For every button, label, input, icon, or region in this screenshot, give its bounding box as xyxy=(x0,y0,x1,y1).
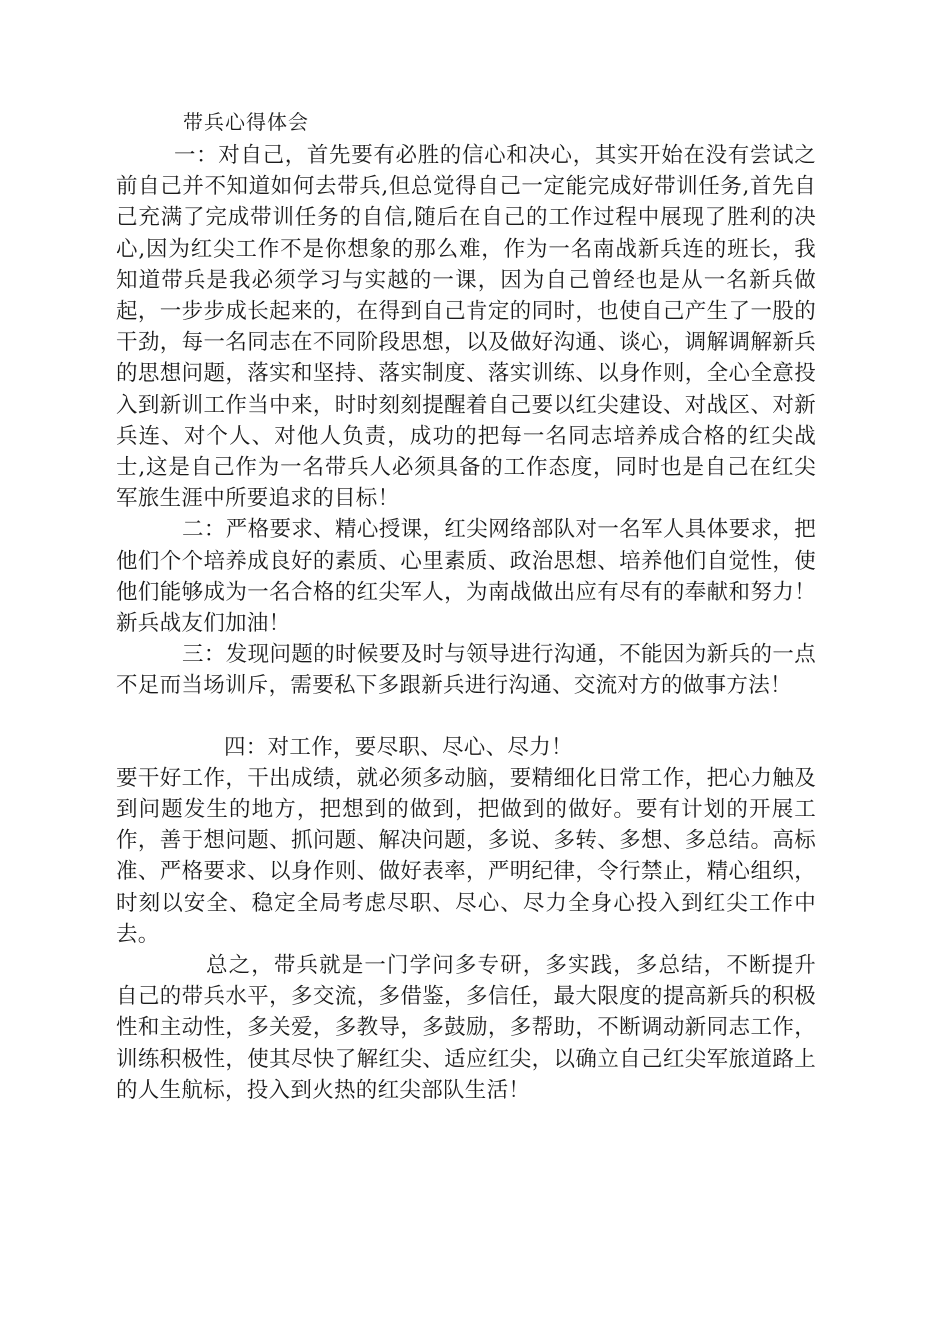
document-title: 带兵心得体会 xyxy=(183,110,309,134)
paragraph-four-body: 要干好工作，干出成绩，就必须多动脑，要精细化日常工作，把心力触及到问题发生的地方，把想到的做到，把做到的做好。要有计划的开展工作，善于想问题、抓问题、解决问题，多说、多转、多想、多总结。高标准、严格要求、以身作则、做好表率，严明纪律，令行禁止，精心组织，时刻以安全、稳定全局考虑尽职、尽心、尽力全身心投入到红尖工作中去。 xyxy=(116,765,816,947)
paragraph-four-heading: 四：对工作，要尽职、尽心、尽力！ xyxy=(224,734,573,760)
document-body xyxy=(116,140,816,1106)
paragraph-summary: 总之，带兵就是一门学问多专研，多实践，多总结，不断提升自己的带兵水平，多交流，多借鉴，多信任，最大限度的提高新兵的积极性和主动性，多关爱，多教导，多鼓励，多帮助，不断调动新同志工作，训练积极性，使其尽快了解红尖、适应红尖，以确立自己红尖军旅道路上的人生航标，投入到火热的红尖部队生活！ xyxy=(116,953,816,1103)
paragraph-two: 二：严格要求、精心授课，红尖网络部队对一名军人具体要求，把他们个个培养成良好的素质、心里素质、政治思想、培养他们自觉性，使他们能够成为一名合格的红尖军人，为南战做出应有尽有的奉献和努力！新兵战友们加油！ xyxy=(116,517,816,637)
paragraph-three: 三：发现问题的时候要及时与领导进行沟通，不能因为新兵的一点不足而当场训斥，需要私下多跟新兵进行沟通、交流对方的做事方法！ xyxy=(116,642,816,699)
paragraph-one: 一：对自己，首先要有必胜的信心和决心，其实开始在没有尝试之前自己并不知道如何去带兵,但总觉得自己一定能完成好带训任务,首先自己充满了完成带训任务的自信,随后在自己的工作过程中展现了胜利的决心,因为红尖工作不是你想象的那么难，作为一名南战新兵连的班长，我知道带兵是我必须学习与实越的一课，因为自己曾经也是从一名新兵做起，一步步成长起来的，在得到自己肯定的同时，也使自己产生了一股的干劲，每一名同志在不同阶段思想，以及做好沟通、谈心，调解调解新兵的思想问题，落实和坚持、落实制度、落实训练、以身作则，全心全意投入到新训工作当中来，时时刻刻提醒着自己要以红尖建设、对战区、对新兵连、对个人、对他人负责，成功的把每一名同志培养成合格的红尖战士,这是自己作为一名带兵人必须具备的工作态度，同时也是自己在红尖军旅生涯中所要追求的目标！ xyxy=(116,143,816,512)
